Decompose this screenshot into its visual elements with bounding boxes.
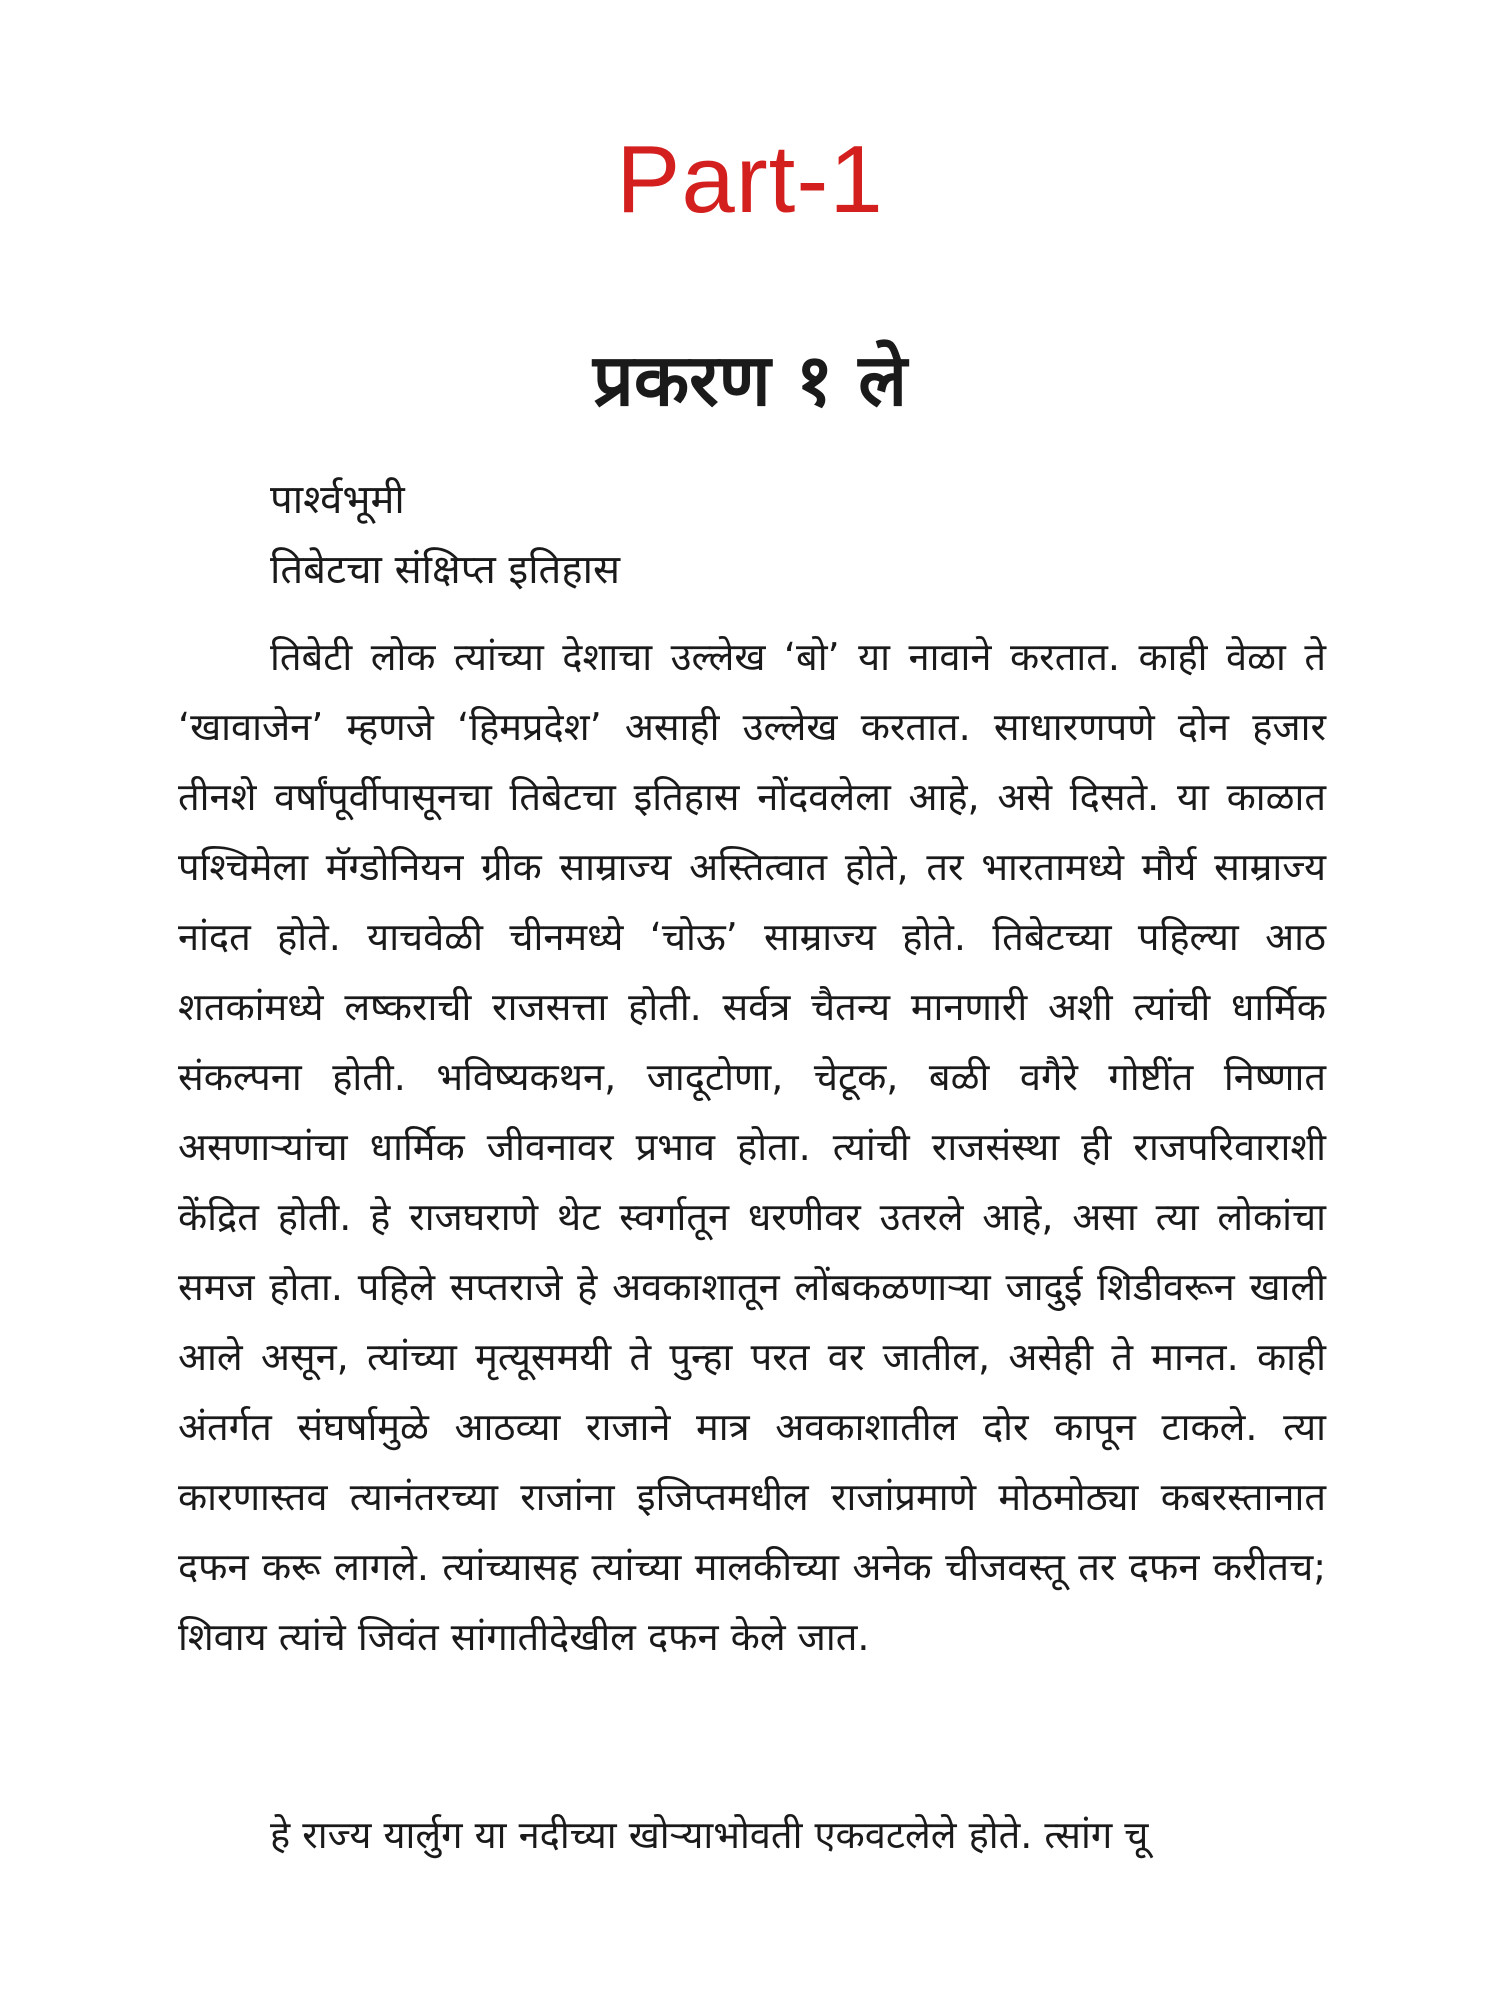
part-label: Part-1	[616, 126, 884, 233]
section-heading: पार्श्वभूमी	[270, 477, 405, 523]
body-paragraph: हे राज्य यार्लुग या नदीच्या खोऱ्याभोवती एकवटलेले होते. त्सांग चू	[270, 1813, 1149, 1857]
body-paragraph: तिबेटी लोक त्यांच्या देशाचा उल्लेख ‘बो’ या नावाने करतात. काही वेळा ते ‘खावाजेन’ म्हणजे ‘हिमप्रदेश’ असाही उल्लेख करतात. साधारणपणे दोन हजार तीनशे वर्षांपूर्वीपासूनचा तिबेटचा इतिहास नोंदवलेला आहे, असे दिसते. या काळात पश्चिमेला मॅग्डोनियन ग्रीक साम्राज्य अस्तित्वात होते, तर भारतामध्ये मौर्य साम्राज्य नांदत होते. याचवेळी चीनमध्ये ‘चोऊ’ साम्राज्य होते. तिबेटच्या पहिल्या आठ शतकांमध्ये लष्कराची राजसत्ता होती. सर्वत्र चैतन्य मानणारी अशी त्यांची धार्मिक संकल्पना होती. भविष्यकथन, जादूटोणा, चेटूक, बळी वगैरे गोष्टींत निष्णात असणाऱ्यांचा धार्मिक जीवनावर प्रभाव होता. त्यांची राजसंस्था ही राजपरिवाराशी केंद्रित होती. हे राजघराणे थेट स्वर्गातून धरणीवर उतरले आहे, असा त्या लोकांचा समज होता. पहिले सप्तराजे हे अवकाशातून लोंबकळणाऱ्या जादुई शिडीवरून खाली आले असून, त्यांच्या मृत्यूसमयी ते पुन्हा परत वर जातील, असेही ते मानत. काही अंतर्गत संघर्षामुळे आठव्या राजाने मात्र अवकाशातील दोर कापून टाकले. त्या कारणास्तव त्यानंतरच्या राजांना इजिप्तमधील राजांप्रमाणे मोठमोठ्या कबरस्तानात दफन करू लागले. त्यांच्यासह त्यांच्या मालकीच्या अनेक चीजवस्तू तर दफन करीतच; शिवाय त्यांचे जिवंत सांगातीदेखील दफन केले जात.	[178, 635, 1326, 1659]
chapter-heading: प्रकरण १ ले	[592, 338, 908, 422]
section-subheading: तिबेटचा संक्षिप्त इतिहास	[270, 547, 620, 593]
